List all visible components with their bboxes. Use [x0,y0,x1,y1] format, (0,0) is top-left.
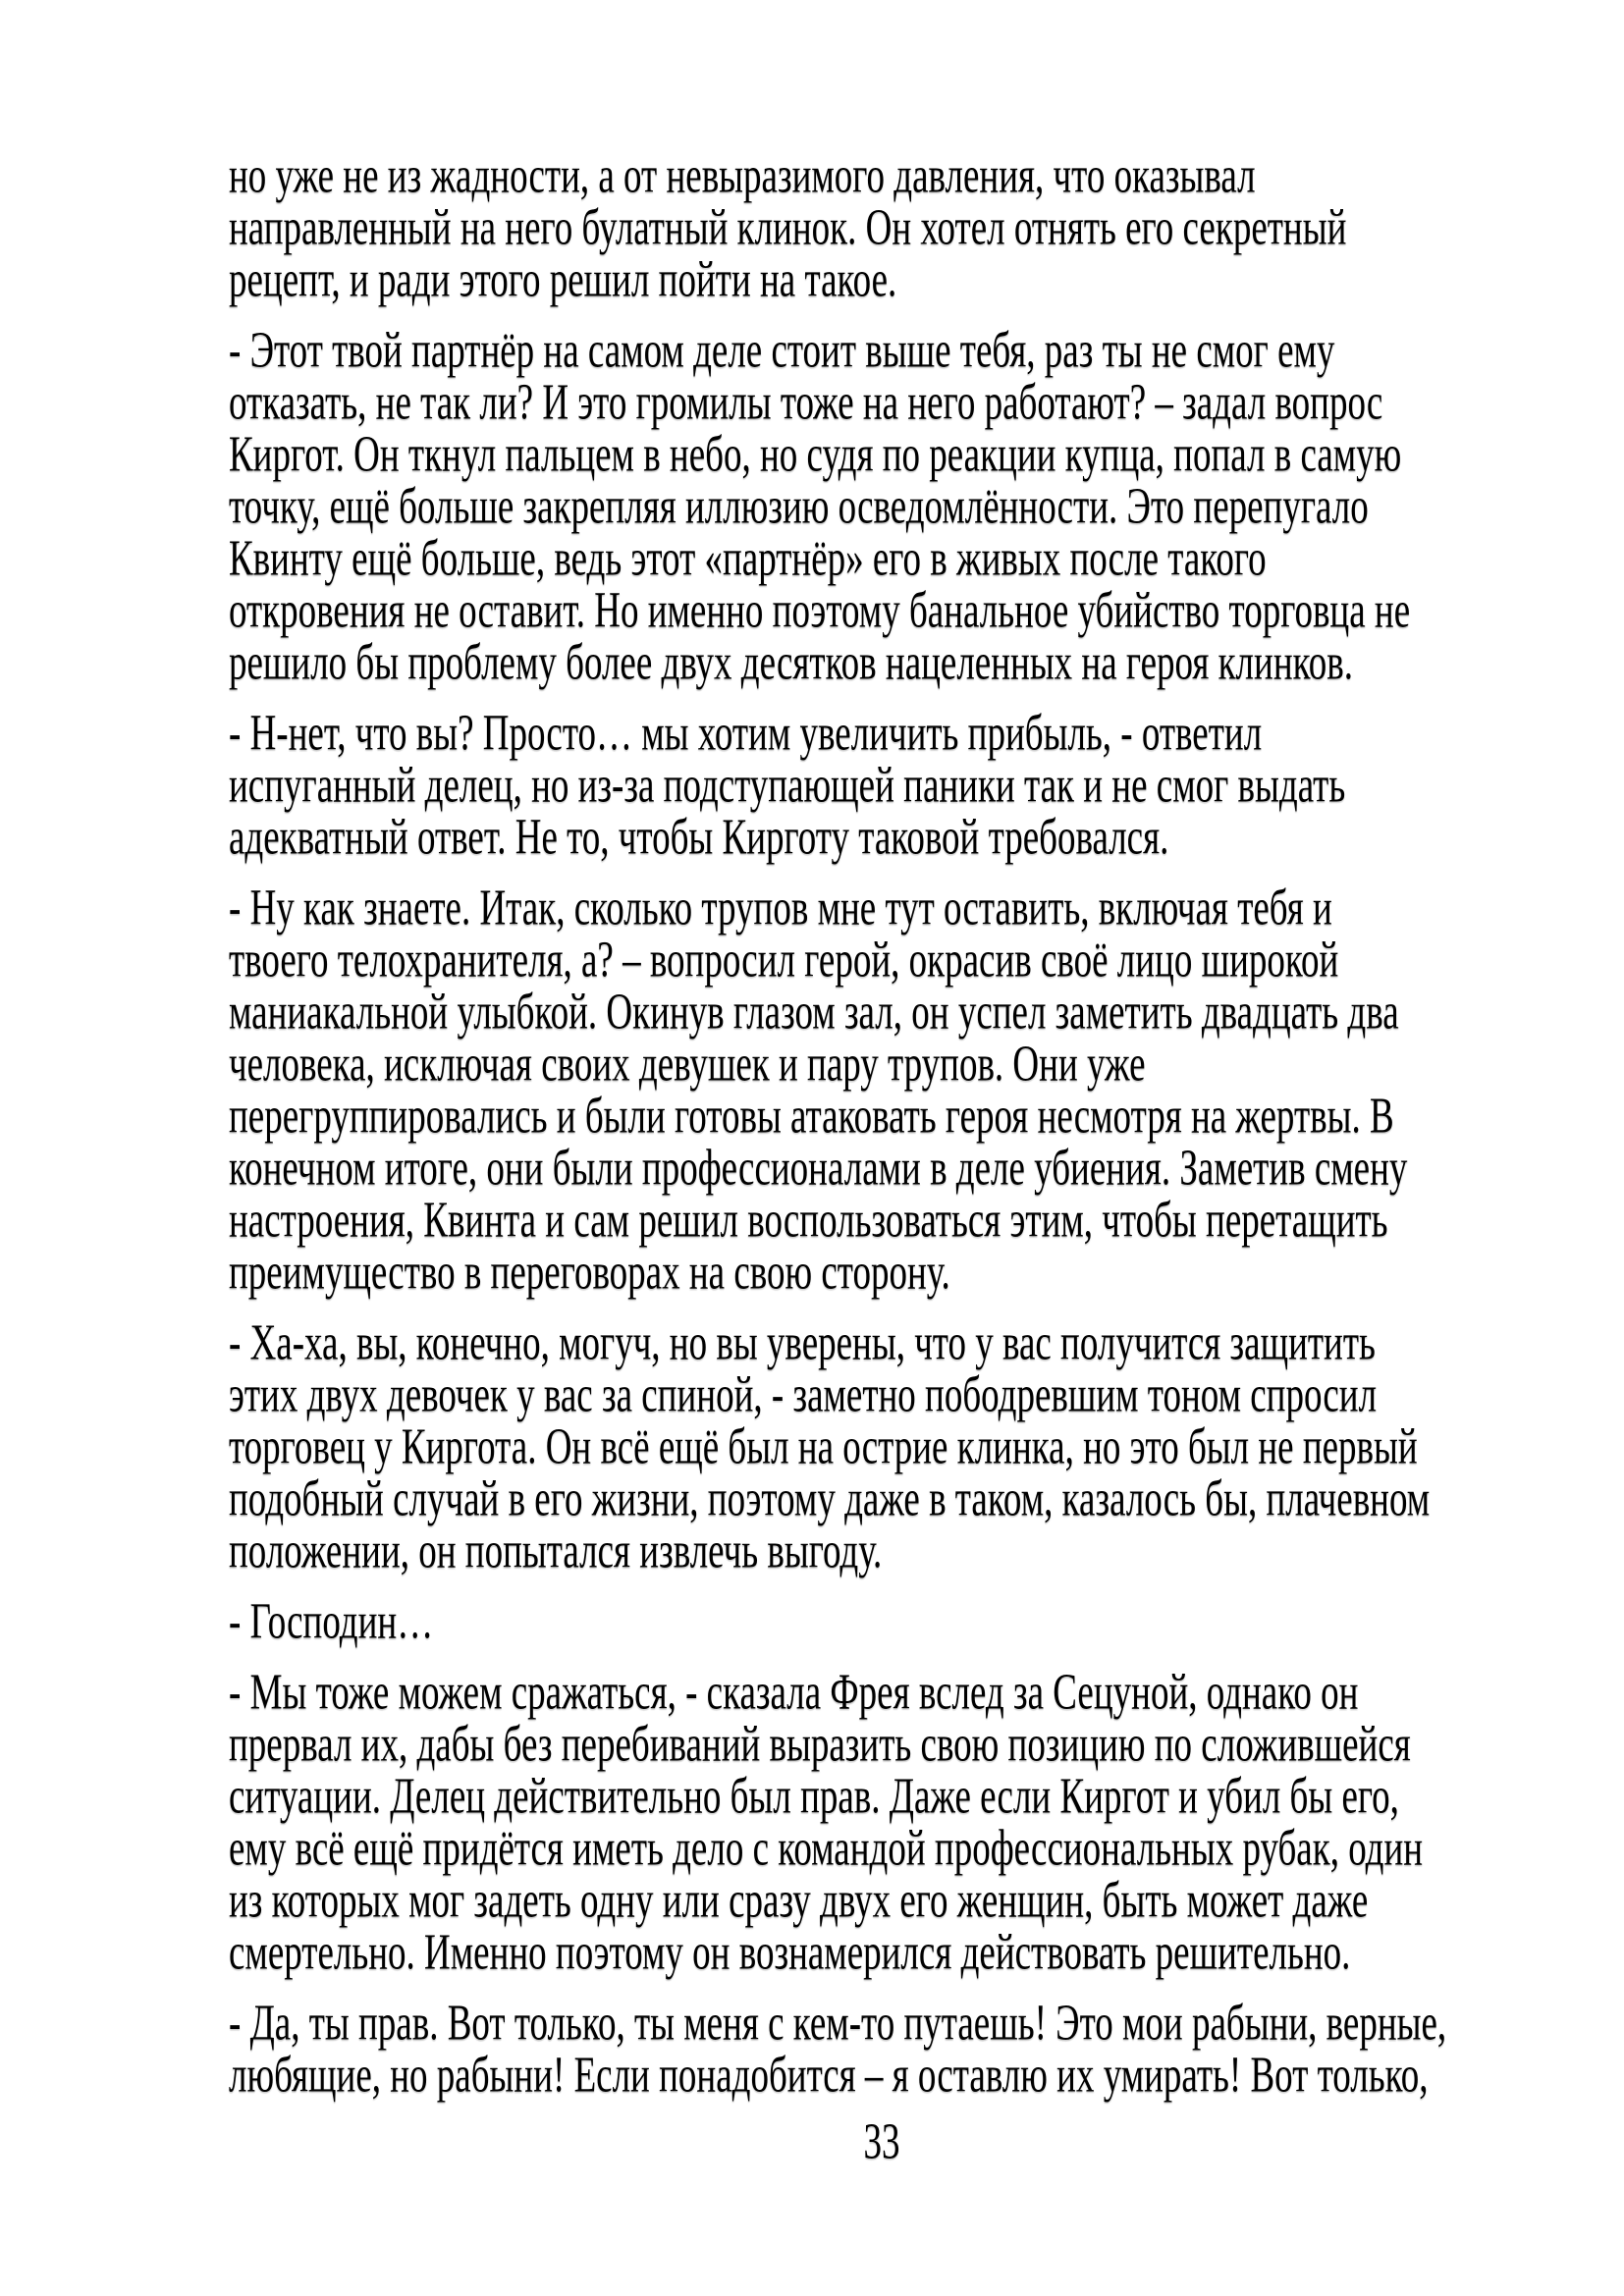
text-line: маниакальной улыбкой. Окинув глазом зал, он успел заметить двадцать два [229,984,1399,1041]
text-line: твоего телохранителя, а? – вопросил герой, окрасив своё лицо широкой [229,932,1339,989]
text-line: - Господин… [229,1593,434,1651]
paragraph [229,147,1535,311]
text-line: смертельно. Именно поэтому он вознамерился действовать решительно. [229,1924,1351,1982]
text-line: перегруппировались и были готовы атаковать героя несмотря на жертвы. В [229,1088,1394,1146]
text-line: прервал их, дабы без перебиваний выразить свою позицию по сложившейся [229,1716,1411,1774]
paragraph [229,1995,1535,2107]
text-line: точку, ещё больше закрепляя иллюзию осведомлённости. Это перепугало [229,478,1369,536]
text-line: - Ха-ха, вы, конечно, могуч, но вы уверены, что у вас получится защитить [229,1314,1376,1372]
text-line: Квинту ещё больше, ведь этот «партнёр» его в живых после такого [229,530,1267,588]
text-line: ему всё ещё придётся иметь дело с командой профессиональных рубак, один [229,1820,1424,1878]
text-line: - Н-нет, что вы? Просто… мы хотим увеличить прибыль, - ответил [229,705,1263,763]
text-line: конечном итоге, они были профессионалами в деле убиения. Заметив смену [229,1140,1408,1198]
text-line: - Мы тоже можем сражаться, - сказала Фрея вслед за Сецуной, однако он [229,1664,1359,1722]
paragraph [229,322,1535,694]
text-line: отказать, не так ли? И это громилы тоже на него работают? – задал вопрос [229,374,1383,432]
text-line: положении, он попытался извлечь выгоду. [229,1522,883,1580]
text-line: рецепт, и ради этого решил пойти на такое. [229,251,897,309]
paragraph [229,1593,1535,1653]
text-line: человека, исключая своих девушек и пару трупов. Они уже [229,1036,1146,1094]
paragraph [229,1314,1535,1582]
text-line: преимущество в переговорах на свою сторону. [229,1244,950,1302]
text-line: - Этот твой партнёр на самом деле стоит выше тебя, раз ты не смог ему [229,322,1335,380]
text-line: - Да, ты прав. Вот только, ты меня с кем-то путаешь! Это мои рабыни, верные, [229,1995,1447,2053]
text-line: - Ну как знаете. Итак, сколько трупов мне тут оставить, включая тебя и [229,880,1332,937]
text-line: настроения, Квинта и сам решил воспользоваться этим, чтобы перетащить [229,1192,1388,1250]
paragraph [229,880,1535,1304]
text-line: адекватный ответ. Не то, чтобы Кирготу таковой требовался. [229,809,1169,867]
text-line: любящие, но рабыни! Если понадобится – я оставлю их умирать! Вот только, [229,2047,1429,2105]
text-line: торговец у Киргота. Он всё ещё был на острие клинка, но это был не первый [229,1418,1418,1476]
text-line: ситуации. Делец действительно был прав. Даже если Киргот и убил бы его, [229,1768,1399,1826]
document-content [229,147,1535,2173]
text-line: этих двух девочек у вас за спиной, - заметно пободревшим тоном спросил [229,1366,1378,1424]
page-number: 33 [863,2113,900,2171]
text-line: испуганный делец, но из-за подступающей паники так и не смог выдать [229,757,1346,815]
text-line: направленный на него булатный клинок. Он хотел отнять его секретный [229,199,1347,257]
text-line: Киргот. Он ткнул пальцем в небо, но судя по реакции купца, попал в самую [229,426,1402,484]
text-line: из которых мог задеть одну или сразу двух его женщин, быть может даже [229,1872,1369,1930]
paragraph [229,705,1535,869]
paragraph [229,1664,1535,1984]
text-line: решило бы проблему более двух десятков нацеленных на героя клинков. [229,634,1353,692]
text-line: откровения не оставит. Но именно поэтому банальное убийство торговца не [229,582,1411,640]
text-line: но уже не из жадности, а от невыразимого давления, что оказывал [229,147,1256,205]
text-line: подобный случай в его жизни, поэтому даже в таком, казалось бы, плачевном [229,1470,1431,1528]
